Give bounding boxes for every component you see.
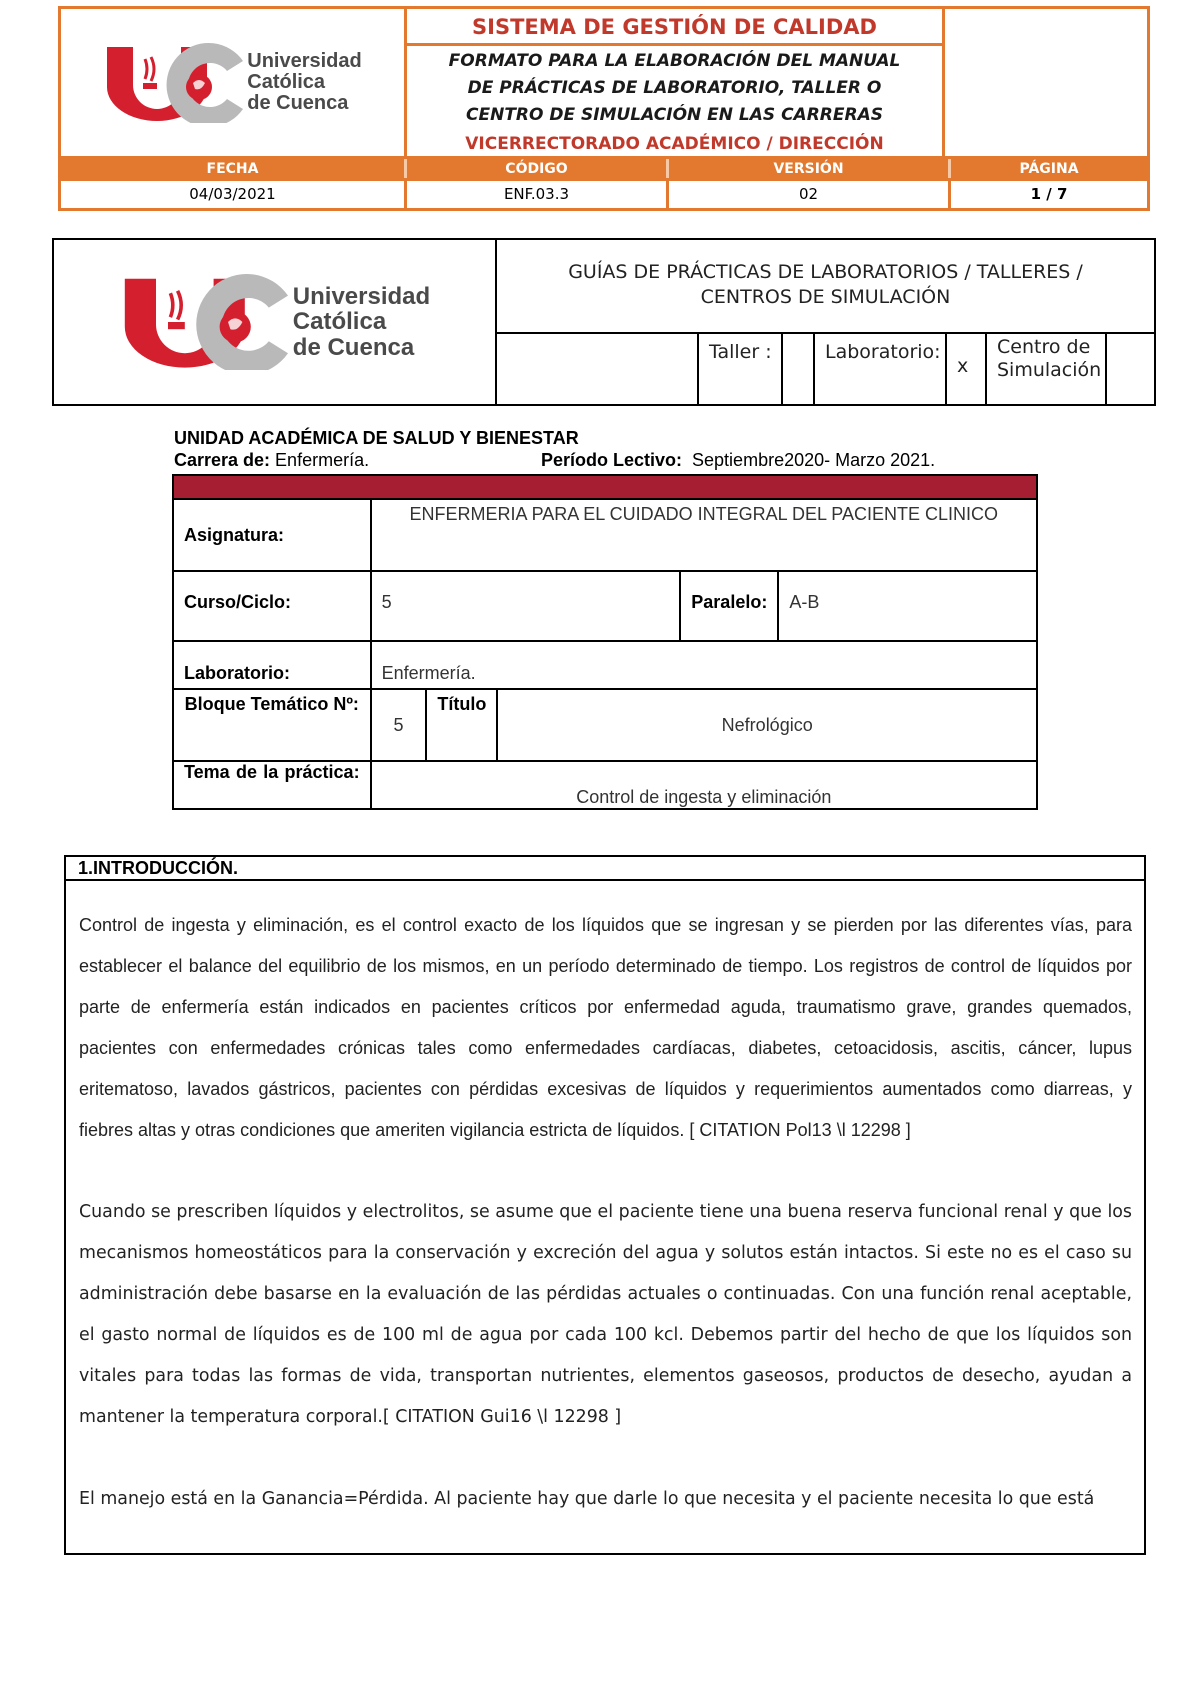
logo-line-2: Católica (292, 308, 387, 336)
titulo-value: Nefrológico (497, 689, 1037, 761)
bloque-label: Bloque Temático Nº: (173, 689, 371, 761)
system-title: SISTEMA DE GESTIÓN DE CALIDAD (407, 9, 942, 46)
logo-line-3: de Cuenca (247, 92, 349, 114)
carrera-value: Enfermería. (270, 450, 370, 470)
introduction-heading: 1.INTRODUCCIÓN. (66, 857, 1144, 881)
logo-line-1: Universidad (292, 283, 431, 311)
intro-paragraph-3: El manejo está en la Ganancia=Pérdida. Al paciente hay que darle lo que necesita y el paciente necesita lo que está (79, 1489, 1095, 1509)
intro-paragraph-2: Cuando se prescriben líquidos y electrolitos, se asume que el paciente tiene una buena reserva funcional renal y que los mecanismos homeostáticos para la conservación y excreción del agua y solutos están intactos. Si este no es el caso su administración debe basarse en la evaluación de las pérdidas actuales o continuadas. Con una función renal aceptable, el gasto normal de líquidos es de 100 ml de agua por cada 100 kcl. Debemos partir del hecho de que los líquidos son vitales para todas las formas de vida, transportan nutrientes, elementos gaseosos, productos de desecho, ayudan a mantener la temperatura corporal.[ CITATION Gui16 \l 12298 ] (79, 1202, 1132, 1427)
introduction-section (64, 855, 1146, 1555)
taller-option-label: Taller : (697, 334, 781, 404)
uc-logo-icon (119, 274, 289, 370)
laboratorio-option-label: Laboratorio: (813, 334, 945, 404)
logo-line-1: Universidad (247, 50, 362, 72)
header-empty-cell (945, 9, 1147, 156)
periodo-value: Septiembre2020- Marzo 2021. (682, 450, 936, 470)
tema-label: Tema de la práctica: (173, 761, 371, 809)
paralelo-label: Paralelo: (680, 571, 778, 641)
bloque-value: 5 (371, 689, 427, 761)
pagina-value: 1 / 7 (1030, 185, 1068, 203)
header-value-row (61, 178, 1147, 208)
curso-value: 5 (371, 571, 681, 641)
fecha-label: FECHA (61, 159, 407, 178)
titulo-label: Título (426, 689, 497, 761)
asignatura-value: ENFERMERIA PARA EL CUIDADO INTEGRAL DEL PACIENTE CLINICO (371, 499, 1037, 571)
carrera-label: Carrera de: (174, 450, 271, 470)
version-label: VERSIÓN (669, 159, 951, 178)
laboratorio-option-mark: x (945, 334, 985, 404)
logo-line-2: Católica (247, 71, 326, 93)
intro-paragraph-1: Control de ingesta y eliminación, es el control exacto de los líquidos que se ingresan y se pierden por las diferentes vías, para establecer el balance del equilibrio de los mismos, en un período determinado de tiempo. Los registros de control de líquidos por parte de enfermería están indicados en pacientes críticos por enfermedad aguda, traumatismo grave, grandes quemados, pacientes con enfermedades crónicas tales como enfermedades cardíacas, diabetes, cetoacidosis, ascitis, cáncer, lupus eritematoso, lavados gástricos, pacientes con pérdidas excesivas de líquidos y requerimientos aumentados como diarreas, y fiebres altas y otras condiciones que ameriten vigilancia estricta de líquidos. [ CITATION Pol13 \l 12298 ] (79, 915, 1132, 1140)
tema-value: Control de ingesta y eliminación (371, 761, 1037, 809)
paralelo-value: A-B (778, 571, 1037, 641)
vicerrectorado-label: VICERRECTORADO ACADÉMICO / DIRECCIÓN (465, 134, 884, 154)
periodo-line (541, 450, 935, 471)
guide-logo-cell (54, 240, 497, 404)
laboratorio-value: Enfermería. (371, 641, 1037, 689)
laboratorio-label: Laboratorio: (173, 641, 371, 689)
fecha-value: 04/03/2021 (61, 181, 407, 208)
guide-title: GUÍAS DE PRÁCTICAS DE LABORATORIOS / TALLERES / CENTROS DE SIMULACIÓN (497, 240, 1154, 334)
codigo-label: CÓDIGO (407, 159, 669, 178)
curso-label: Curso/Ciclo: (173, 571, 371, 641)
quality-header (58, 6, 1150, 211)
pagina-label: PÁGINA (1019, 161, 1079, 177)
uc-logo-icon (103, 43, 243, 123)
academic-unit: UNIDAD ACADÉMICA DE SALUD Y BIENESTAR (174, 428, 579, 448)
centro-option-mark (1105, 334, 1154, 404)
carrera-line (174, 450, 369, 471)
red-header-bar (173, 475, 1037, 499)
logo-line-3: de Cuenca (292, 333, 415, 361)
taller-option-mark (781, 334, 813, 404)
header-label-row (61, 156, 1147, 178)
centro-option-label: Centro de Simulación (985, 334, 1105, 404)
university-logo (103, 43, 361, 123)
periodo-label: Período Lectivo: (541, 450, 683, 470)
asignatura-label: Asignatura: (173, 499, 371, 571)
codigo-value: ENF.03.3 (407, 181, 669, 208)
options-spacer (497, 334, 697, 404)
format-title: FORMATO PARA LA ELABORACIÓN DEL MANUAL DE PRÁCTICAS DE LABORATORIO, TALLER O CENTRO DE SIMULACIÓN EN LAS CARRERAS (448, 51, 901, 125)
header-logo-cell (61, 9, 407, 156)
version-value: 02 (669, 181, 951, 208)
guide-box (52, 238, 1156, 406)
subject-info-table (172, 474, 1038, 810)
university-logo-large (119, 274, 430, 370)
